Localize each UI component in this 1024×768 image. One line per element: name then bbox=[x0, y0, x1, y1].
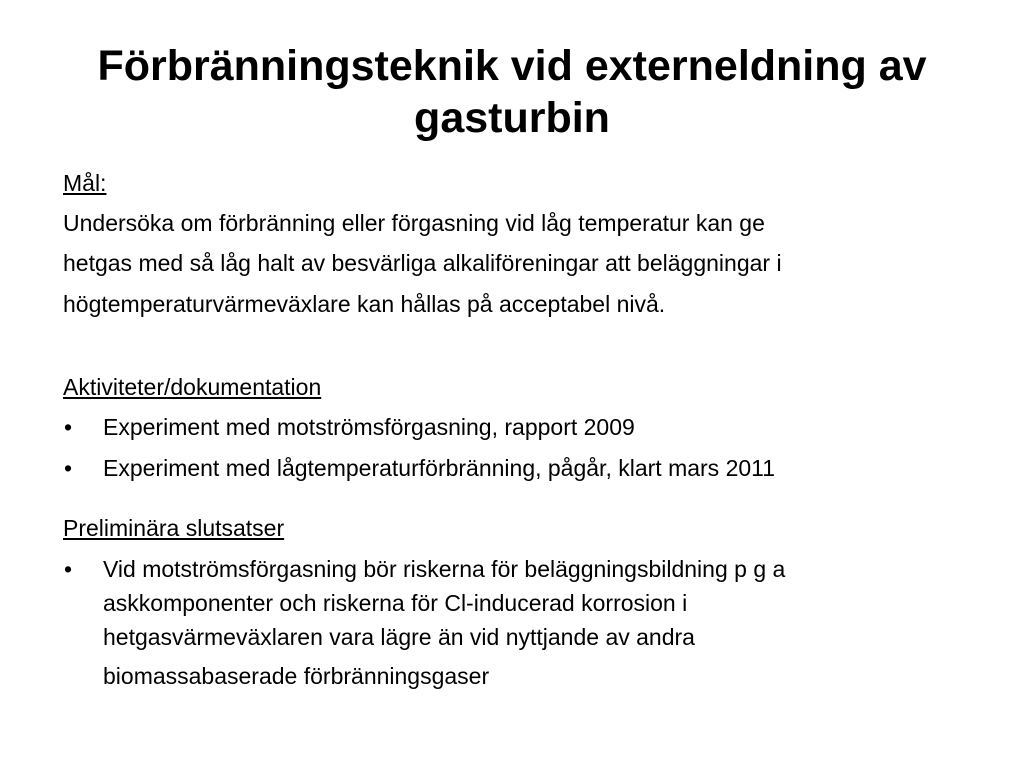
activity-item: Experiment med motströmsförgasning, rapport 2009 bbox=[103, 414, 635, 440]
slide-title bbox=[40, 40, 984, 144]
goal-text-line: högtemperaturvärmeväxlare kan hållas på acceptabel nivå. bbox=[63, 291, 666, 317]
slide-title-line-1: Förbränningsteknik vid externeldning av bbox=[97, 42, 927, 90]
goal-text-line: hetgas med så låg halt av besvärliga alkaliföreningar att beläggningar i bbox=[63, 250, 782, 276]
activity-item: Experiment med lågtemperaturförbränning, pågår, klart mars 2011 bbox=[103, 455, 776, 481]
conclusion-item-line: Vid motströmsförgasning bör riskerna för beläggningsbildning p g a bbox=[103, 556, 786, 582]
goal-text-line: Undersöka om förbränning eller förgasning vid låg temperatur kan ge bbox=[63, 210, 765, 236]
slide-title-line-2: gasturbin bbox=[414, 94, 610, 142]
bullet-marker: • bbox=[64, 556, 73, 582]
goal-heading: Mål: bbox=[63, 170, 107, 196]
conclusions-heading: Preliminära slutsatser bbox=[63, 515, 285, 541]
conclusion-item-line: biomassabaserade förbränningsgaser bbox=[103, 663, 490, 689]
activities-heading: Aktiviteter/dokumentation bbox=[63, 374, 322, 400]
bullet-marker: • bbox=[64, 414, 73, 440]
conclusion-item-line: hetgasvärmeväxlaren vara lägre än vid nyttjande av andra bbox=[103, 624, 695, 650]
conclusion-item-line: askkomponenter och riskerna för Cl-inducerad korrosion i bbox=[103, 590, 688, 616]
bullet-marker: • bbox=[64, 455, 73, 481]
